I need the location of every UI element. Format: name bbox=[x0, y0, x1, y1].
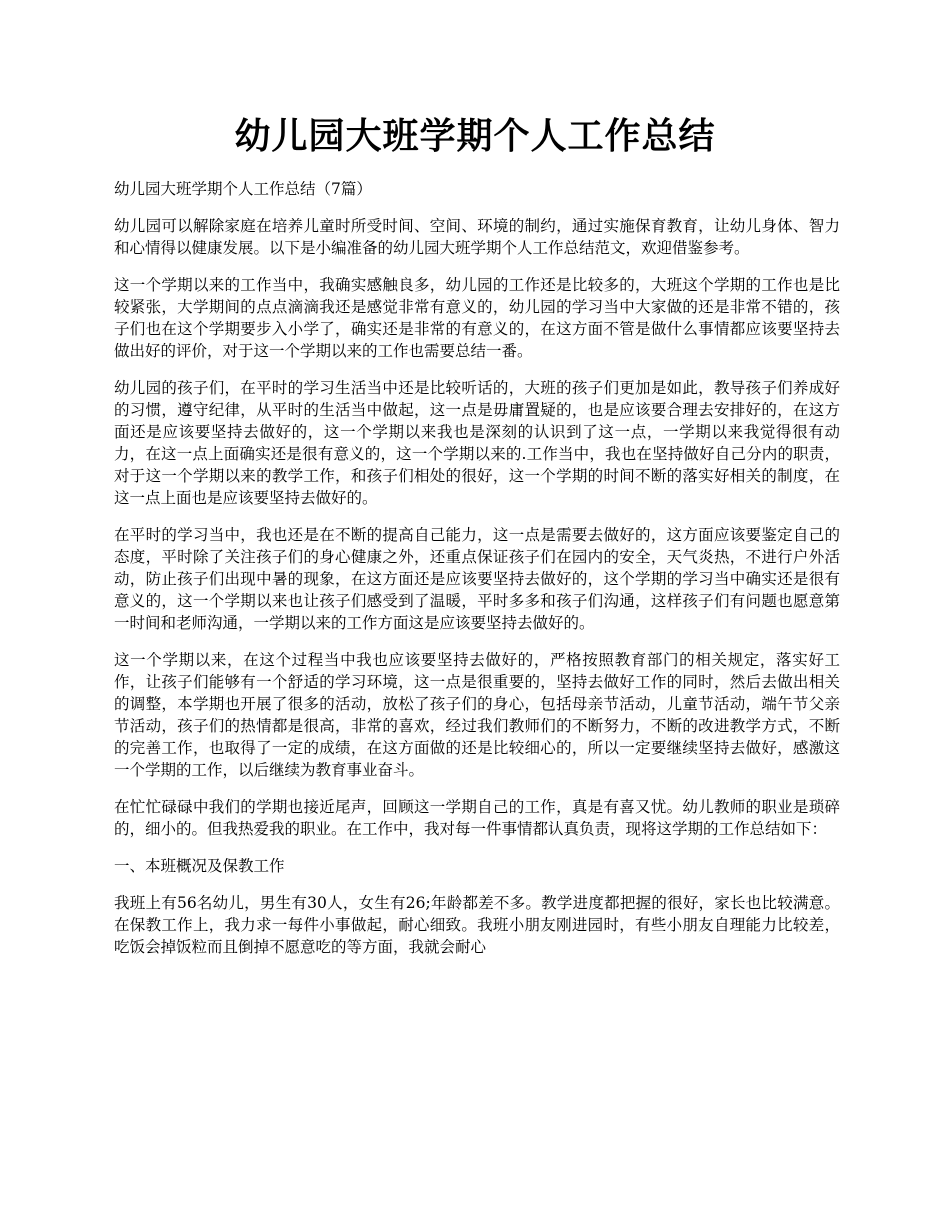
section-heading: 一、本班概况及保教工作 bbox=[114, 857, 285, 875]
document-title: 幼儿园大班学期个人工作总结 bbox=[234, 115, 716, 157]
subtitle-paragraph: 幼儿园大班学期个人工作总结（7篇） bbox=[114, 180, 372, 198]
body-paragraph: 我班上有56名幼儿，男生有30人，女生有26;年龄都差不多。教学进度都把握的很好，家长也比较满意。在保教工作上，我力求一每件小事做起，耐心细致。我班小朋友刚进园时，有些小朋友自理能力比较差，吃饭会掉饭粒而且倒掉不愿意吃的等方面，我就会耐心 bbox=[114, 894, 840, 956]
body-paragraph: 这一个学期以来，在这个过程当中我也应该要坚持去做好的，严格按照教育部门的相关规定，落实好工作，让孩子们能够有一个舒适的学习环境，这一点是很重要的，坚持去做好工作的同时，然后去做出相关的调整，本学期也开展了很多的活动，放松了孩子们的身心，包括母亲节活动，儿童节活动，端午节父亲节活动，孩子们的热情都是很高，非常的喜欢，经过我们教师们的不断努力，不断的改进教学方式，不断的完善工作，也取得了一定的成绩，在这方面做的还是比较细心的，所以一定要继续坚持去做好，感激这一个学期的工作，以后继续为教育事业奋斗。 bbox=[114, 651, 840, 779]
body-paragraph: 在忙忙碌碌中我们的学期也接近尾声，回顾这一学期自己的工作，真是有喜又忧。幼儿教师的职业是琐碎的，细小的。但我热爱我的职业。在工作中，我对每一件事情都认真负责，现将这学期的工作总结如下： bbox=[114, 798, 840, 838]
intro-paragraph: 幼儿园可以解除家庭在培养儿童时所受时间、空间、环境的制约，通过实施保育教育，让幼儿身体、智力和心情得以健康发展。以下是小编准备的幼儿园大班学期个人工作总结范文，欢迎借鉴参考。 bbox=[114, 217, 840, 257]
document-body bbox=[114, 178, 840, 973]
body-paragraph: 幼儿园的孩子们，在平时的学习生活当中还是比较听话的，大班的孩子们更加是如此，教导孩子们养成好的习惯，遵守纪律，从平时的生活当中做起，这一点是毋庸置疑的，也是应该要合理去安排好的，在这方面还是应该要坚持去做好的，这一个学期以来我也是深刻的认识到了这一点，一学期以来我觉得很有动力，在这一点上面确实还是很有意义的，这一个学期以来的.工作当中，我也在坚持做好自己分内的职责，对于这一个学期以来的教学工作，和孩子们相处的很好，这一个学期的时间不断的落实好相关的制度，在这一点上面也是应该要坚持去做好的。 bbox=[114, 379, 840, 507]
body-paragraph: 在平时的学习当中，我也还是在不断的提高自己能力，这一点是需要去做好的，这方面应该要鉴定自己的态度，平时除了关注孩子们的身心健康之外，还重点保证孩子们在园内的安全，天气炎热，不进行户外活动，防止孩子们出现中暑的现象，在这方面还是应该要坚持去做好的，这个学期的学习当中确实还是很有意义的，这一个学期以来也让孩子们感受到了温暖，平时多多和孩子们沟通，这样孩子们有问题也愿意第一时间和老师沟通，一学期以来的工作方面这是应该要坚持去做好的。 bbox=[114, 526, 840, 632]
body-paragraph: 这一个学期以来的工作当中，我确实感触良多，幼儿园的工作还是比较多的，大班这个学期的工作也是比较紧张，大学期间的点点滴滴我还是感觉非常有意义的，幼儿园的学习当中大家做的还是非常不错的，孩子们也在这个学期要步入小学了，确实还是非常的有意义的，在这方面不管是做什么事情都应该要坚持去做出好的评价，对于这一个学期以来的工作也需要总结一番。 bbox=[114, 276, 840, 360]
